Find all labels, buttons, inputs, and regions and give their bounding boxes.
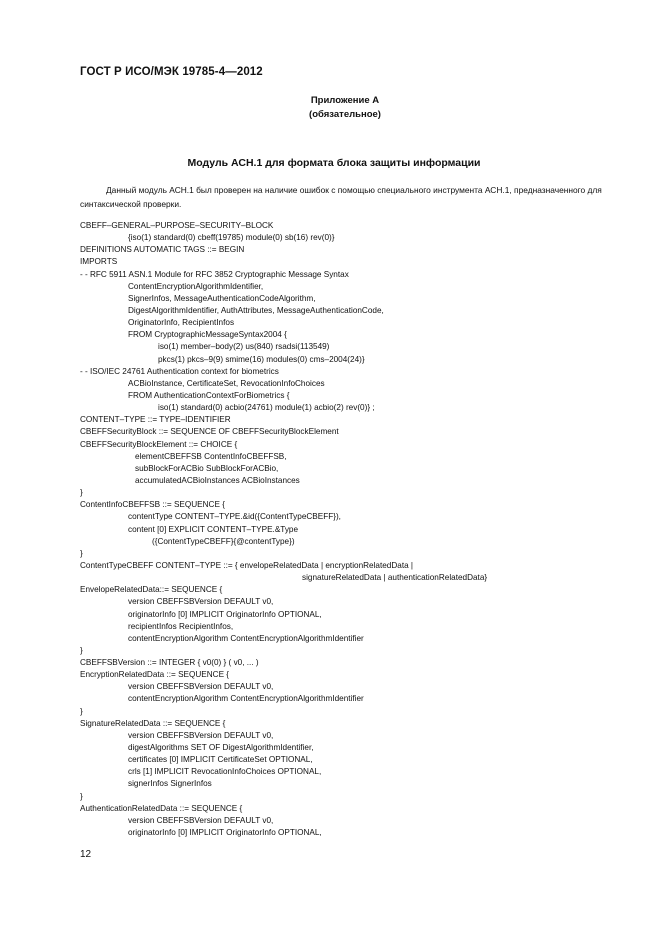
code-line: AuthenticationRelatedData ::= SEQUENCE { <box>80 803 243 813</box>
code-line: subBlockForACBio SubBlockForACBio, <box>135 463 279 473</box>
code-line: originatorInfo [0] IMPLICIT OriginatorInfo OPTIONAL, <box>128 609 322 619</box>
code-line: DEFINITIONS AUTOMATIC TAGS ::= BEGIN <box>80 245 245 255</box>
code-line: pkcs(1) pkcs–9(9) smime(16) modules(0) cms–2004(24)} <box>158 354 365 364</box>
section-heading: Модуль АСН.1 для формата блока защиты информации <box>187 157 481 169</box>
code-line: content [0] EXPLICIT CONTENT–TYPE.&Type <box>128 524 299 534</box>
code-line: version CBEFFSBVersion DEFAULT v0, <box>128 597 274 607</box>
annex-title: Приложение А <box>310 95 380 106</box>
code-line: ContentTypeCBEFF CONTENT–TYPE ::= { envelopeRelatedData | encryptionRelatedData | <box>80 560 414 570</box>
code-line: - - ISO/IEC 24761 Authentication context for biometrics <box>80 366 279 376</box>
code-line: IMPORTS <box>80 257 118 267</box>
code-line: {iso(1) standard(0) cbeff(19785) module(0) sb(16) rev(0)} <box>128 233 335 243</box>
code-line: - - RFC 5911 ASN.1 Module for RFC 3852 Cryptographic Message Syntax <box>80 269 349 279</box>
code-line: SignatureRelatedData ::= SEQUENCE { <box>80 718 226 728</box>
code-line: elementCBEFFSB ContentInfoCBEFFSB, <box>135 451 287 461</box>
code-line: CONTENT–TYPE ::= TYPE–IDENTIFIER <box>80 415 231 425</box>
code-line: crls [1] IMPLICIT RevocationInfoChoices OPTIONAL, <box>128 767 322 777</box>
code-line: version CBEFFSBVersion DEFAULT v0, <box>128 682 274 692</box>
code-line: signatureRelatedData | authenticationRelatedData} <box>302 573 488 583</box>
code-line: ({ContentTypeCBEFF}{@contentType}) <box>152 536 295 546</box>
intro-paragraph: Данный модуль АСН.1 был проверен на наличие ошибок с помощью специального инструмента АСН.1, предназначенного для синтаксической проверки. <box>80 185 602 209</box>
code-line: ACBioInstance, CertificateSet, RevocationInfoChoices <box>128 378 325 388</box>
code-line: ContentInfoCBEFFSB ::= SEQUENCE { <box>80 500 225 510</box>
code-line: FROM CryptographicMessageSyntax2004 { <box>128 330 287 340</box>
code-line: SignerInfos, MessageAuthenticationCodeAlgorithm, <box>128 293 316 303</box>
code-line: iso(1) standard(0) acbio(24761) module(1) acbio(2) rev(0)} ; <box>158 403 375 413</box>
code-line: } <box>80 548 83 558</box>
code-line: EnvelopeRelatedData::= SEQUENCE { <box>80 585 223 595</box>
code-line: digestAlgorithms SET OF DigestAlgorithmIdentifier, <box>128 743 314 753</box>
code-line: EncryptionRelatedData ::= SEQUENCE { <box>80 670 230 680</box>
code-line: CBEFFSecurityBlockElement ::= CHOICE { <box>80 439 238 449</box>
standard-designation: ГОСТ Р ИСО/МЭК 19785-4—2012 <box>80 66 263 78</box>
code-line: CBEFFSBVersion ::= INTEGER { v0(0) } ( v0, ... ) <box>80 658 259 668</box>
code-line: iso(1) member–body(2) us(840) rsadsi(113549) <box>158 342 330 352</box>
code-line: } <box>80 488 83 498</box>
code-line: recipientInfos RecipientInfos, <box>128 621 234 631</box>
code-line: DigestAlgorithmIdentifier, AuthAttributes, MessageAuthenticationCode, <box>128 305 384 315</box>
page-number: 12 <box>80 849 92 860</box>
code-line: accumulatedACBioInstances ACBioInstances <box>135 475 300 485</box>
code-line: ContentEncryptionAlgorithmIdentifier, <box>128 281 264 291</box>
code-line: contentType CONTENT–TYPE.&id({ContentTypeCBEFF}), <box>128 512 341 522</box>
code-line: signerInfos SignerInfos <box>128 779 212 789</box>
code-line: CBEFF–GENERAL–PURPOSE–SECURITY–BLOCK <box>80 221 274 230</box>
asn1-code-block <box>80 220 620 839</box>
code-line: } <box>80 645 83 655</box>
code-line: FROM AuthenticationContextForBiometrics { <box>128 390 290 400</box>
annex-status: (обязательное) <box>309 109 381 120</box>
code-line: } <box>80 791 83 801</box>
code-line: OriginatorInfo, RecipientInfos <box>128 318 235 328</box>
code-line: CBEFFSecurityBlock ::= SEQUENCE OF CBEFFSecurityBlockElement <box>80 427 339 437</box>
code-line: contentEncryptionAlgorithm ContentEncryptionAlgorithmIdentifier <box>128 694 364 704</box>
code-line: version CBEFFSBVersion DEFAULT v0, <box>128 730 274 740</box>
code-line: } <box>80 706 83 716</box>
code-line: certificates [0] IMPLICIT CertificateSet OPTIONAL, <box>128 755 313 765</box>
code-line: originatorInfo [0] IMPLICIT OriginatorInfo OPTIONAL, <box>128 828 322 838</box>
code-line: contentEncryptionAlgorithm ContentEncryptionAlgorithmIdentifier <box>128 633 364 643</box>
code-line: version CBEFFSBVersion DEFAULT v0, <box>128 815 274 825</box>
